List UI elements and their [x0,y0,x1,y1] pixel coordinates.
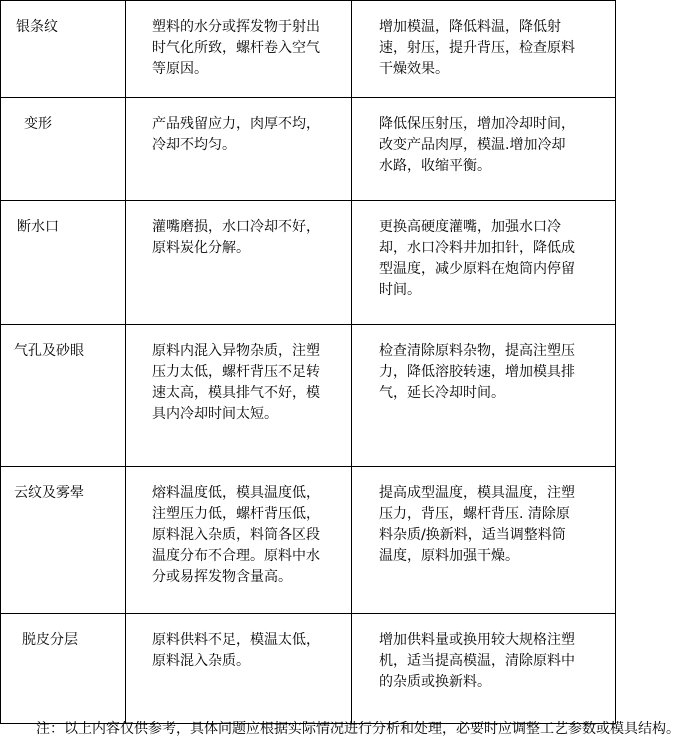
remedy-cell [352,614,616,724]
defect-name: 云纹及雾晕 [14,485,84,501]
defect-remedy: 检查清除原料杂物，提高注塑压力，降低溶胶转速，增加模具排气，延长冷却时间。 [379,343,575,401]
cause-cell [126,467,352,614]
defect-remedy: 更换高硬度灌嘴，加强水口冷却，水口冷料井加扣针，降低成型温度，减少原料在炮筒内停留时间。 [379,219,575,298]
table-row [1,325,616,467]
defect-name: 银条纹 [16,19,58,35]
defect-cell [1,201,126,325]
table-row [1,98,616,201]
defect-cell [1,614,126,724]
defect-cell [1,98,126,201]
cause-cell [126,614,352,724]
defect-cell [1,467,126,614]
defect-remedy: 提高成型温度，模具温度，注塑压力，背压，螺杆背压. 清除原料杂质/换新料，适当调整料筒温度，原料加强干燥。 [379,485,575,564]
remedy-cell [352,325,616,467]
defect-remedy: 降低保压射压，增加冷却时间，改变产品肉厚，模温.增加冷却水路，收缩平衡。 [379,116,575,174]
remedy-cell [352,467,616,614]
cause-cell [126,325,352,467]
remedy-cell [352,98,616,201]
remedy-cell [352,201,616,325]
remedy-cell [352,1,616,98]
defect-cause: 灌嘴磨损，水口冷却不好，原料炭化分解。 [152,219,320,256]
defect-name: 断水口 [17,219,59,235]
defect-cause: 熔料温度低，模具温度低，注塑压力低，螺杆背压低，原料混入杂质，料筒各区段温度分布不合理。原料中水分或易挥发物含量高。 [152,485,320,585]
defect-cell [1,1,126,98]
defect-cause: 塑料的水分或挥发物于射出时气化所致，螺杆卷入空气等原因。 [152,19,320,77]
cropped-footer-text: 注：以上内容仅供参考，具体问题应根据实际情况进行分析和处理，必要时应调整工艺参数或模具结构。 [36,721,680,737]
table-row [1,614,616,724]
defect-name: 气孔及砂眼 [14,343,84,359]
cause-cell [126,1,352,98]
defect-cause: 原料内混入异物杂质，注塑压力太低，螺杆背压不足转速太高，模具排气不好，模具内冷却时间太短。 [152,343,320,422]
defect-cell [1,325,126,467]
cause-cell [126,201,352,325]
defect-cause: 原料供料不足，模温太低，原料混入杂质。 [152,632,320,669]
table-row [1,201,616,325]
defect-name: 脱皮分层 [22,632,78,648]
defect-remedy: 增加模温，降低料温，降低射速，射压，提升背压，检查原料干燥效果。 [379,19,575,77]
table-row [1,467,616,614]
table-row [1,1,616,98]
defect-name: 变形 [24,116,52,132]
defect-cause: 产品残留应力，肉厚不均，冷却不均匀。 [152,116,320,153]
defect-remedy: 增加供料量或换用较大规格注塑机，适当提高模温，清除原料中的杂质或换新料。 [379,632,575,690]
cause-cell [126,98,352,201]
